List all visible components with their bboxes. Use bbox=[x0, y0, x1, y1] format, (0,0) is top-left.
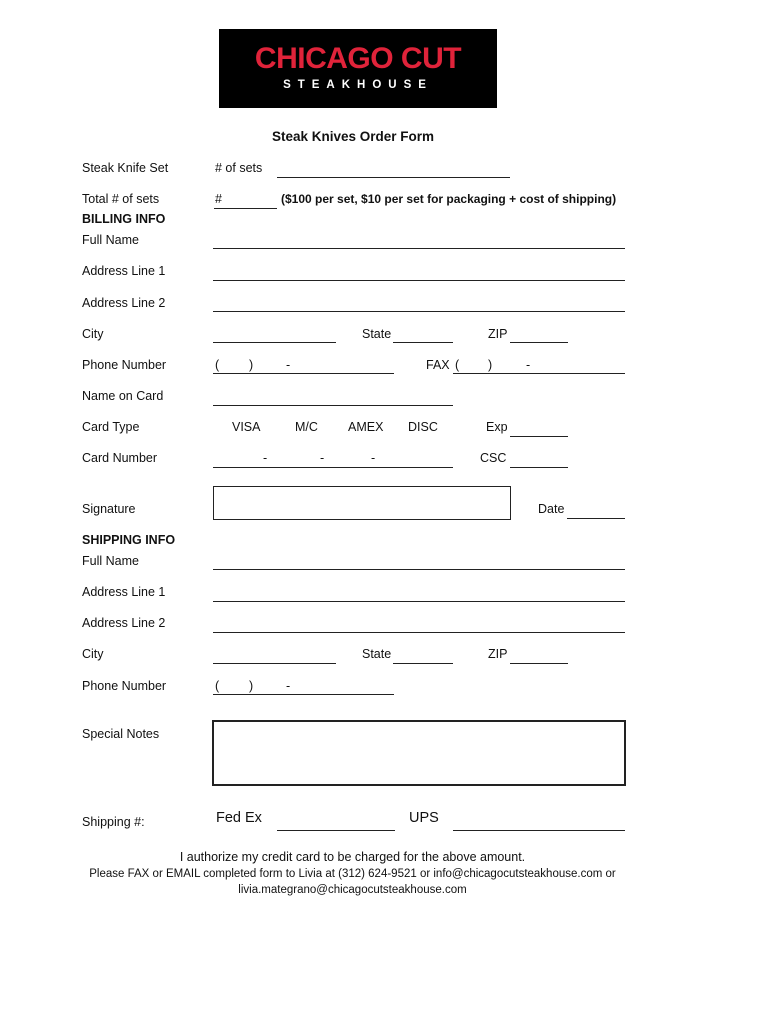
exp-label: Exp bbox=[486, 420, 508, 434]
steak-knife-set-label: Steak Knife Set bbox=[82, 161, 169, 175]
billing-fax-paren-close: ) bbox=[488, 358, 493, 372]
shipping-state-label: State bbox=[362, 647, 392, 661]
billing-fax-paren-open: ( bbox=[455, 358, 460, 372]
billing-city-field[interactable] bbox=[213, 342, 336, 343]
billing-phone-paren-open: ( bbox=[215, 358, 220, 372]
billing-full-name-field[interactable] bbox=[213, 248, 625, 249]
card-option-mc[interactable]: M/C bbox=[295, 420, 318, 434]
csc-label: CSC bbox=[480, 451, 507, 465]
name-on-card-field[interactable] bbox=[213, 405, 453, 406]
exp-field[interactable] bbox=[510, 436, 568, 437]
logo-main-text: CHICAGO CUT bbox=[254, 42, 462, 75]
billing-phone-field[interactable] bbox=[213, 373, 394, 374]
billing-address2-field[interactable] bbox=[213, 311, 625, 312]
fedex-label: Fed Ex bbox=[216, 810, 262, 826]
shipping-city-field[interactable] bbox=[213, 663, 336, 664]
card-number-label: Card Number bbox=[82, 451, 158, 465]
total-sets-field[interactable] bbox=[214, 208, 277, 209]
date-label: Date bbox=[538, 502, 565, 516]
billing-full-name-label: Full Name bbox=[82, 233, 139, 247]
name-on-card-label: Name on Card bbox=[82, 389, 164, 403]
total-sets-label: Total # of sets bbox=[82, 192, 160, 206]
shipping-full-name-field[interactable] bbox=[213, 569, 625, 570]
shipping-address2-field[interactable] bbox=[213, 632, 625, 633]
shipping-zip-field[interactable] bbox=[510, 663, 568, 664]
billing-phone-dash: - bbox=[286, 358, 291, 372]
billing-state-label: State bbox=[362, 327, 392, 341]
shipping-phone-label: Phone Number bbox=[82, 679, 167, 693]
billing-zip-label: ZIP bbox=[488, 327, 508, 341]
billing-address1-label: Address Line 1 bbox=[82, 264, 166, 278]
authorization-text: I authorize my credit card to be charged for the above amount. bbox=[179, 850, 526, 864]
billing-phone-label: Phone Number bbox=[82, 358, 167, 372]
shipping-full-name-label: Full Name bbox=[82, 554, 139, 568]
shipping-address1-field[interactable] bbox=[213, 601, 625, 602]
shipping-phone-dash: - bbox=[286, 679, 291, 693]
card-number-dash-3: - bbox=[371, 451, 376, 465]
num-sets-label: # of sets bbox=[215, 161, 263, 175]
ups-number-field[interactable] bbox=[453, 830, 625, 831]
billing-address1-field[interactable] bbox=[213, 280, 625, 281]
date-field[interactable] bbox=[567, 518, 625, 519]
shipping-phone-field[interactable] bbox=[213, 694, 394, 695]
shipping-heading: SHIPPING INFO bbox=[82, 533, 176, 547]
shipping-zip-label: ZIP bbox=[488, 647, 508, 661]
billing-fax-label: FAX bbox=[426, 358, 450, 372]
card-number-dash-1: - bbox=[263, 451, 268, 465]
billing-heading: BILLING INFO bbox=[82, 212, 166, 226]
special-notes-box[interactable] bbox=[212, 720, 626, 786]
billing-city-label: City bbox=[82, 327, 104, 341]
card-option-amex[interactable]: AMEX bbox=[348, 420, 384, 434]
logo-sub-text: STEAKHOUSE bbox=[283, 79, 433, 91]
signature-box[interactable] bbox=[213, 486, 511, 520]
pricing-note: ($100 per set, $10 per set for packaging + cost of shipping) bbox=[281, 192, 617, 206]
card-number-field[interactable] bbox=[213, 467, 453, 468]
shipping-state-field[interactable] bbox=[393, 663, 453, 664]
csc-field[interactable] bbox=[510, 467, 568, 468]
billing-state-field[interactable] bbox=[393, 342, 453, 343]
fedex-number-field[interactable] bbox=[277, 830, 395, 831]
special-notes-label: Special Notes bbox=[82, 727, 160, 741]
billing-fax-field[interactable] bbox=[453, 373, 625, 374]
shipping-number-label: Shipping #: bbox=[82, 815, 145, 829]
card-number-dash-2: - bbox=[320, 451, 325, 465]
signature-label: Signature bbox=[82, 502, 136, 516]
chicago-cut-logo bbox=[219, 29, 497, 108]
ups-label: UPS bbox=[409, 810, 439, 826]
billing-address2-label: Address Line 2 bbox=[82, 296, 166, 310]
num-sets-field[interactable] bbox=[277, 177, 510, 178]
instructions-line-1: Please FAX or EMAIL completed form to Livia at (312) 624-9521 or info@chicagocutsteakhouse.com or bbox=[89, 868, 616, 880]
card-type-label: Card Type bbox=[82, 420, 140, 434]
card-option-disc[interactable]: DISC bbox=[408, 420, 438, 434]
shipping-phone-paren-close: ) bbox=[249, 679, 254, 693]
shipping-city-label: City bbox=[82, 647, 104, 661]
shipping-phone-paren-open: ( bbox=[215, 679, 220, 693]
hash-label: # bbox=[215, 192, 222, 206]
instructions-line-2: livia.mategrano@chicagocutsteakhouse.com bbox=[238, 884, 467, 896]
shipping-address2-label: Address Line 2 bbox=[82, 616, 166, 630]
billing-phone-paren-close: ) bbox=[249, 358, 254, 372]
billing-fax-dash: - bbox=[526, 358, 531, 372]
shipping-address1-label: Address Line 1 bbox=[82, 585, 166, 599]
form-title: Steak Knives Order Form bbox=[271, 129, 435, 144]
billing-zip-field[interactable] bbox=[510, 342, 568, 343]
card-option-visa[interactable]: VISA bbox=[232, 420, 261, 434]
